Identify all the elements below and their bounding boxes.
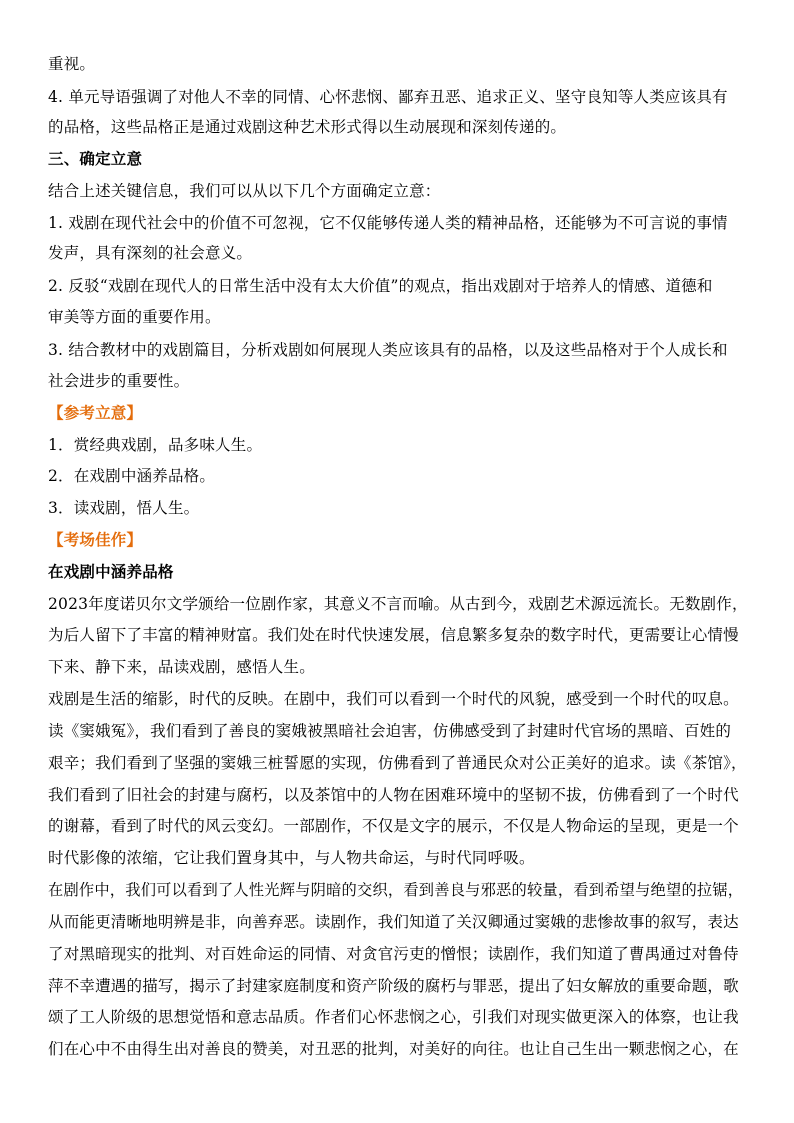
text-line: 发声，具有深刻的社会意义。 bbox=[48, 244, 253, 262]
text-line: 1. 戏剧在现代社会中的价值不可忽视，它不仅能够传递人类的精神品格，还能够为不可言说的事情 bbox=[48, 214, 728, 232]
model-essay-tag: 【考场佳作】 bbox=[48, 530, 143, 549]
text-line: 为后人留下了丰富的精神财富。我们处在时代快速发展，信息繁多复杂的数字时代，更需要让心情慢 bbox=[48, 626, 739, 644]
text-line: 戏剧是生活的缩影，时代的反映。在剧中，我们可以看到一个时代的风貌，感受到一个时代的叹息。 bbox=[48, 690, 739, 708]
essay-title: 在戏剧中涵养品格 bbox=[48, 562, 174, 581]
text-line: 审美等方面的重要作用。 bbox=[48, 308, 221, 326]
text-line: 的品格，这些品格正是通过戏剧这种艺术形式得以生动展现和深刻传递的。 bbox=[48, 118, 567, 136]
text-line: 从而能更清晰地明辨是非，向善弃恶。读剧作，我们知道了关汉卿通过窦娥的悲惨故事的叙写，表达 bbox=[48, 913, 739, 931]
text-line: 萍不幸遭遇的描写，揭示了封建家庭制度和资产阶级的腐朽与罪恶，提出了妇女解放的重要命题，歌 bbox=[48, 977, 739, 995]
text-line: 我们看到了旧社会的封建与腐朽，以及茶馆中的人物在困难环境中的坚韧不拔，仿佛看到了一个时代 bbox=[48, 786, 739, 804]
text-line: 艰辛；我们看到了坚强的窦娥三桩誓愿的实现，仿佛看到了普通民众对公正美好的追求。读《茶馆》， bbox=[48, 754, 747, 772]
text-line: 们在心中不由得生出对善良的赞美，对丑恶的批判，对美好的向往。也让自己生出一颗悲悯之心，在 bbox=[48, 1040, 739, 1058]
list-item: 2．在戏剧中涵养品格。 bbox=[48, 467, 216, 485]
list-item: 1．赏经典戏剧，品多味人生。 bbox=[48, 436, 263, 454]
text-line: 了对黑暗现实的批判、对百姓命运的同情、对贪官污吏的憎恨；读剧作，我们知道了曹禺通过对鲁侍 bbox=[48, 945, 739, 963]
text-line: 下来、静下来，品读戏剧，感悟人生。 bbox=[48, 658, 315, 676]
text-line: 的谢幕，看到了时代的风云变幻。一部剧作，不仅是文字的展示，不仅是人物命运的呈现，更是一个 bbox=[48, 817, 739, 835]
text-line: 社会进步的重要性。 bbox=[48, 372, 190, 390]
text-line: 在剧作中，我们可以看到了人性光辉与阴暗的交织，看到善良与邪恶的较量，看到希望与绝望的拉锯， bbox=[48, 881, 744, 899]
text-line: 时代影像的浓缩，它让我们置身其中，与人物共命运，与时代同呼吸。 bbox=[48, 849, 535, 867]
text-line: 颂了工人阶级的思想觉悟和意志品质。作者们心怀悲悯之心，引我们对现实做更深入的体察，也让我 bbox=[48, 1008, 739, 1026]
list-item: 3．读戏剧，悟人生。 bbox=[48, 499, 200, 517]
text-line: 4. 单元导语强调了对他人不幸的同情、心怀悲悯、鄙弃丑恶、追求正义、坚守良知等人类应该具有 bbox=[48, 88, 728, 106]
reference-theme-tag: 【参考立意】 bbox=[48, 403, 143, 422]
text-line: 3. 结合教材中的戏剧篇目，分析戏剧如何展现人类应该具有的品格，以及这些品格对于个人成长和 bbox=[48, 341, 728, 359]
section-heading: 三、确定立意 bbox=[48, 149, 143, 168]
text-line: 2023年度诺贝尔文学颁给一位剧作家，其意义不言而喻。从古到今，戏剧艺术源远流长。无数剧作， bbox=[48, 595, 748, 613]
text-line: 2. 反驳“戏剧在现代人的日常生活中没有太大价值”的观点，指出戏剧对于培养人的情感、道德和 bbox=[48, 277, 713, 295]
text-line: 读《窦娥冤》，我们看到了善良的窦娥被黑暗社会迫害，仿佛感受到了封建时代官场的黑暗、百姓的 bbox=[48, 722, 732, 740]
text-line: 结合上述关键信息，我们可以从以下几个方面确定立意： bbox=[48, 182, 441, 200]
text-line: 重视。 bbox=[48, 55, 96, 73]
